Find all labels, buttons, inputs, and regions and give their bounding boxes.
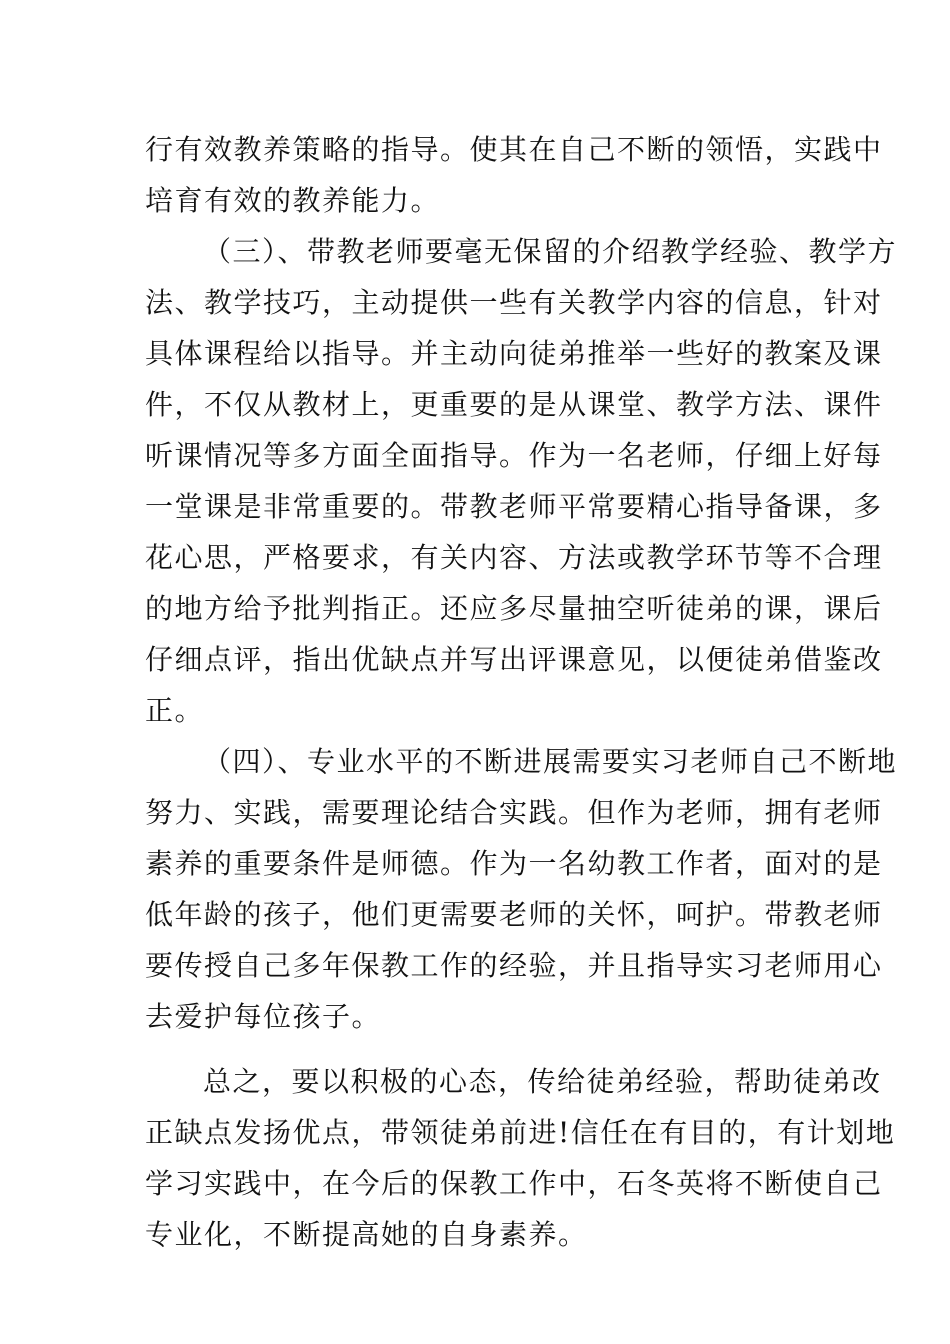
- text-line: 总之，要以积极的心态，传给徒弟经验，帮助徒弟改: [203, 1065, 882, 1098]
- text-line: 法、教学技巧，主动提供一些有关教学内容的信息，针对: [145, 286, 883, 319]
- text-line: 仔细点评，指出优缺点并写出评课意见，以便徒弟借鉴改: [145, 643, 883, 676]
- text-line: 培育有效的教养能力。: [145, 184, 441, 217]
- text-line: 要传授自己多年保教工作的经验，并且指导实习老师用心: [145, 949, 883, 982]
- text-line: 正。: [145, 694, 205, 727]
- text-line: （三）、带教老师要毫无保留的介绍教学经验、教学方: [203, 235, 898, 268]
- text-line: 专业化，不断提高她的自身素养。: [145, 1218, 588, 1251]
- paragraph-section-three: [145, 226, 898, 736]
- text-line: 具体课程给以指导。并主动向徒弟推举一些好的教案及课: [145, 337, 883, 370]
- text-line: （四）、专业水平的不断进展需要实习老师自己不断地: [203, 745, 898, 778]
- text-line: 去爱护每位孩子。: [145, 1000, 382, 1033]
- text-line: 素养的重要条件是师德。作为一名幼教工作者，面对的是: [145, 847, 883, 880]
- text-line: 正缺点发扬优点，带领徒弟前进!信任在有目的，有计划地: [145, 1116, 896, 1149]
- text-line: 花心思，严格要求，有关内容、方法或教学环节等不合理: [145, 541, 883, 574]
- text-line: 努力、实践，需要理论结合实践。但作为老师，拥有老师: [145, 796, 883, 829]
- text-line: 听课情况等多方面全面指导。作为一名老师，仔细上好每: [145, 439, 883, 472]
- text-line: 低年龄的孩子，他们更需要老师的关怀，呵护。带教老师: [145, 898, 883, 931]
- paragraph-conclusion: [145, 1056, 896, 1260]
- text-line: 行有效教养策略的指导。使其在自己不断的领悟，实践中: [145, 133, 883, 166]
- text-line: 学习实践中，在今后的保教工作中，石冬英将不断使自己: [145, 1167, 883, 1200]
- text-line: 件，不仅从教材上，更重要的是从课堂、教学方法、课件: [145, 388, 883, 421]
- paragraph-section-four: [145, 736, 898, 1042]
- text-line: 一堂课是非常重要的。带教老师平常要精心指导备课，多: [145, 490, 883, 523]
- text-line: 的地方给予批判指正。还应多尽量抽空听徒弟的课，课后: [145, 592, 883, 625]
- document-body: [145, 124, 898, 1260]
- paragraph-continuation: [145, 124, 883, 226]
